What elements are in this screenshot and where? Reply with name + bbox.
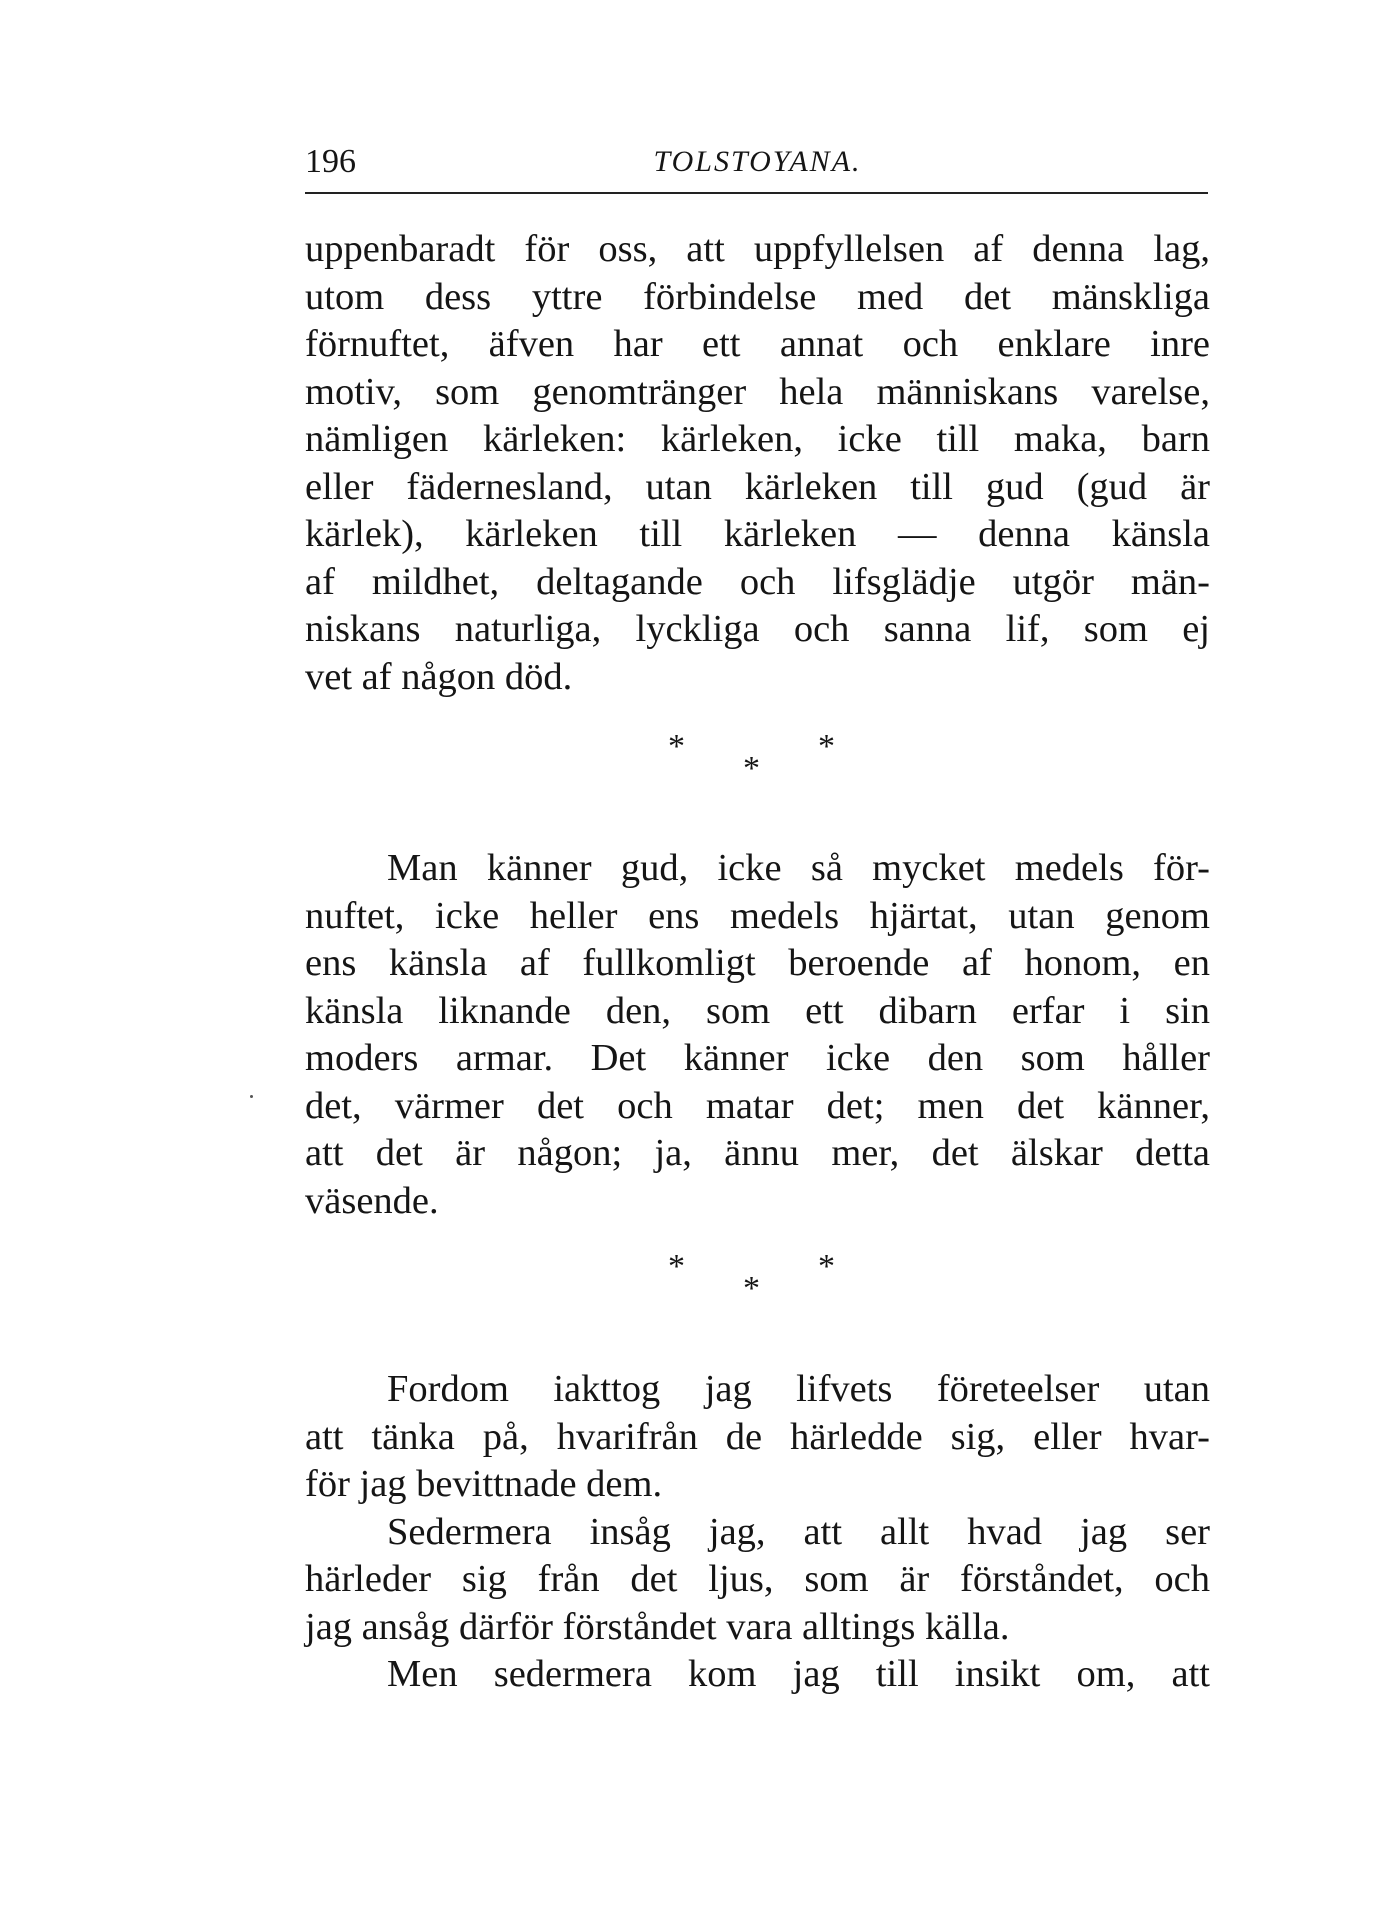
text-line: väsende. xyxy=(305,1179,439,1222)
asterisk: * xyxy=(818,728,835,765)
text-line: Man känner gud, icke så mycket medels för- xyxy=(387,847,1210,889)
text-line: kärlek), kärleken till kärleken — denna känsla xyxy=(305,513,1210,555)
asterisk: * xyxy=(818,1248,835,1285)
text-line: uppenbaradt för oss, att uppfyllelsen af denna lag, xyxy=(305,228,1210,270)
text-line: vet af någon död. xyxy=(305,655,573,698)
text-line: för jag bevittnade dem. xyxy=(305,1463,663,1505)
asterisk: * xyxy=(668,728,685,765)
text-line: niskans naturliga, lyckliga och sanna lif, som ej xyxy=(305,608,1210,650)
text-line: att tänka på, hvarifrån de härledde sig, eller hvar- xyxy=(305,1415,1210,1458)
page-number: 196 xyxy=(305,143,356,180)
text-line: ens känsla af fullkomligt beroende af honom, en xyxy=(305,942,1210,984)
text-line: känsla liknande den, som ett dibarn erfar i sin xyxy=(305,989,1210,1032)
header-rule xyxy=(305,192,1208,194)
paragraph-knowing-god xyxy=(305,845,1210,1225)
print-speck xyxy=(250,1095,253,1098)
text-line: af mildhet, deltagande och lifsglädje utgör män- xyxy=(305,560,1210,603)
text-line: Fordom iakttog jag lifvets företeelser utan xyxy=(387,1368,1210,1410)
text-line: härleder sig från det ljus, som är förståndet, och xyxy=(305,1558,1210,1600)
text-line: nämligen kärleken: kärleken, icke till maka, barn xyxy=(305,418,1210,460)
text-line: eller fädernesland, utan kärleken till gud (gud är xyxy=(305,465,1210,508)
text-line: jag ansåg därför förståndet vara alltings källa. xyxy=(305,1605,1010,1648)
asterisk: * xyxy=(743,1270,760,1307)
text-line: utom dess yttre förbindelse med det mänskliga xyxy=(305,275,1210,318)
asterism-divider xyxy=(668,730,848,790)
text-line: förnuftet, äfven har ett annat och enklare inre xyxy=(305,323,1210,365)
text-line: nuftet, icke heller ens medels hjärtat, utan genom xyxy=(305,894,1210,937)
text-line: motiv, som genomtränger hela människans varelse, xyxy=(305,370,1210,413)
text-line: att det är någon; ja, ännu mer, det älskar detta xyxy=(305,1132,1210,1174)
asterism-divider xyxy=(668,1250,848,1310)
paragraph-formerly xyxy=(305,1366,1210,1699)
text-line: Men sedermera kom jag till insikt om, att xyxy=(387,1653,1210,1695)
text-line: det, värmer det och matar det; men det känner, xyxy=(305,1084,1210,1127)
text-line: moders armar. Det känner icke den som håller xyxy=(305,1037,1210,1079)
running-title: TOLSTOYANA. xyxy=(653,145,862,178)
asterisk: * xyxy=(668,1248,685,1285)
paragraph-continuation xyxy=(305,226,1210,701)
running-head xyxy=(305,142,1210,194)
asterisk: * xyxy=(743,750,760,787)
text-line: Sedermera insåg jag, att allt hvad jag ser xyxy=(387,1510,1210,1553)
